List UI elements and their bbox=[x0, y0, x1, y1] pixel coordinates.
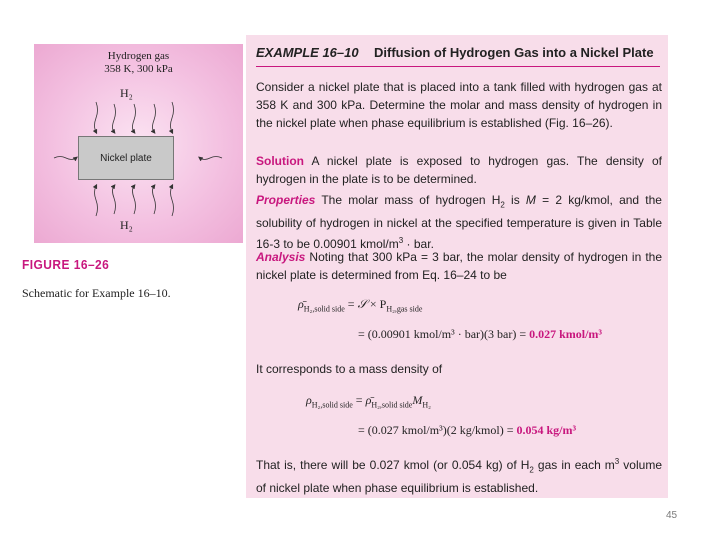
equation-mass-density-value: = (0.027 kmol/m³)(2 kg/kmol) = 0.054 kg/m³ bbox=[358, 423, 577, 437]
analysis-label: Analysis bbox=[256, 250, 306, 264]
example-box bbox=[246, 35, 668, 498]
mass-density-intro: It corresponds to a mass density of bbox=[256, 362, 443, 376]
properties-label: Properties bbox=[256, 193, 316, 207]
equation-molar-density-value: = (0.00901 kmol/m³ · bar)(3 bar) = 0.027 kmol/m³ bbox=[358, 327, 603, 341]
analysis-text: Noting that 300 kPa = 3 bar, the molar density of hydrogen in the nickel plate is determined from Eq. 16–24 to be bbox=[256, 250, 662, 282]
nickel-plate-label: Nickel plate bbox=[100, 152, 152, 164]
solution-text: A nickel plate is exposed to hydrogen gas. The density of hydrogen in the plate is to be determined. bbox=[256, 154, 663, 186]
figure-gas-name: Hydrogen gas bbox=[107, 50, 170, 62]
page-number: 45 bbox=[666, 510, 678, 521]
properties-paragraph: Properties The molar mass of hydrogen $H_2$ is M = 2 kg/kmol, and the solubility of hydrogen in nickel at the specified temperature is given in Table 16-3 to be 0.00901 kmol/$m^3$ · bar. bbox=[256, 193, 662, 252]
nickel-plate bbox=[78, 136, 174, 180]
example-statement: Consider a nickel plate that is placed into a tank filled with hydrogen gas at 358 K and 300 kPa. Determine the molar and mass density of hydrogen in the nickel plate when phase equilibrium is established (Fig. 16–26). bbox=[256, 80, 662, 130]
example-title: Diffusion of Hydrogen Gas into a Nickel Plate bbox=[374, 45, 654, 60]
mass-density-result: 0.054 kg/m³ bbox=[516, 423, 577, 437]
hydrogen-diffusion-figure bbox=[34, 44, 243, 243]
h2-bottom-label: H₂ bbox=[120, 218, 133, 232]
solution-label: Solution bbox=[256, 154, 304, 168]
figure-gas-conditions: 358 K, 300 kPa bbox=[104, 63, 173, 75]
molar-density-result: 0.027 kmol/m³ bbox=[529, 327, 603, 341]
figure-number: FIGURE 16–26 bbox=[22, 257, 110, 272]
equation-molar-density-def: $\rhō_{H_2,solid side}$ = 𝒮 × $P_{H_2,gas side}$ bbox=[298, 297, 423, 314]
example-label: EXAMPLE 16–10 bbox=[256, 45, 359, 60]
conclusion-paragraph: That is, there will be 0.027 kmol (or 0.054 kg) of $H_2$ gas in each $m^3$ volume of nickel plate when phase equilibrium is established. bbox=[256, 457, 662, 496]
analysis-paragraph bbox=[256, 248, 662, 284]
equation-mass-density-def: $\rho_{H_2,solid side}$ = $\rhō_{H_2,solid side}M_{H_2}$ bbox=[306, 393, 431, 410]
h2-top-label: H₂ bbox=[120, 86, 133, 100]
figure-caption: Schematic for Example 16–10. bbox=[22, 286, 171, 300]
solution-paragraph bbox=[256, 152, 662, 188]
example-divider bbox=[256, 66, 660, 67]
